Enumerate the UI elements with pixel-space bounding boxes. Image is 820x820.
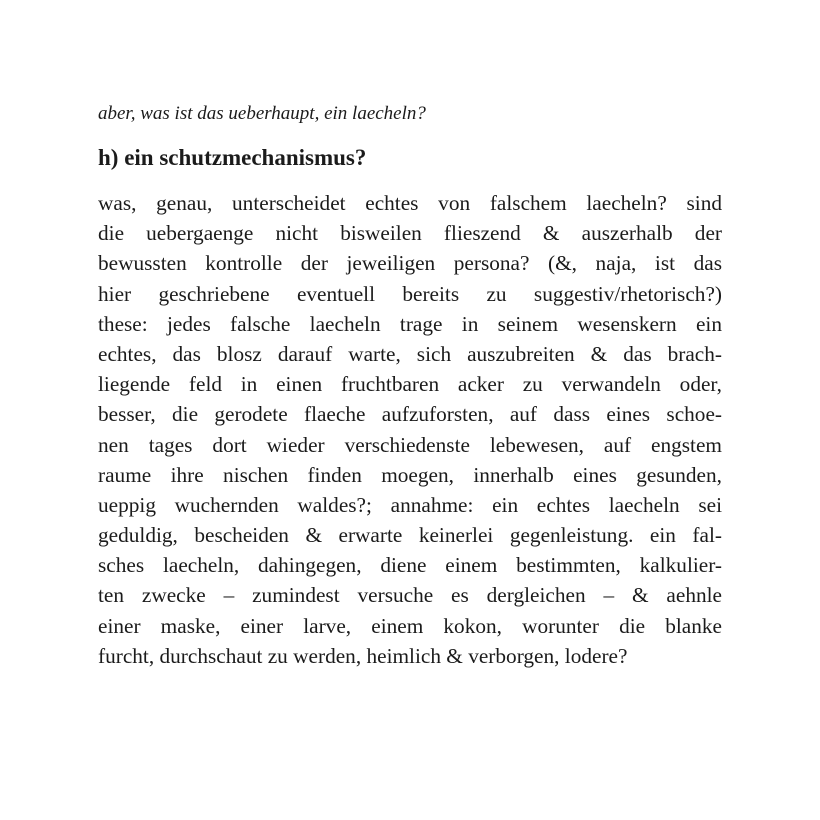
paragraph-line: ten zwecke – zumindest versuche es dergleichen – & aehnle: [98, 583, 722, 608]
paragraph-line: raume ihre nischen finden moegen, innerhalb eines gesunden,: [98, 462, 722, 487]
body-paragraph: [98, 188, 722, 671]
paragraph-line: was, genau, unterscheidet echtes von falschem laecheln? sind: [98, 191, 722, 215]
document-page: [98, 0, 722, 820]
paragraph-line: liegende feld in einen fruchtbaren acker zu verwandeln oder,: [98, 372, 722, 397]
paragraph-line: ueppig wuchernden waldes?; annahme: ein echtes laecheln sei: [98, 492, 722, 517]
paragraph-line: hier geschriebene eventuell bereits zu suggestiv/rhetorisch?): [98, 281, 722, 306]
paragraph-line: nen tages dort wieder verschiedenste lebewesen, auf engstem: [98, 432, 722, 457]
intro-question: aber, was ist das ueberhaupt, ein laecheln?: [98, 103, 426, 124]
paragraph-line: sches laecheln, dahingegen, diene einem bestimmten, kalkulier-: [98, 553, 722, 578]
paragraph-line: einer maske, einer larve, einem kokon, worunter die blanke: [98, 613, 722, 638]
paragraph-line: geduldig, bescheiden & erwarte keinerlei gegenleistung. ein fal-: [98, 523, 722, 548]
paragraph-line: die uebergaenge nicht bisweilen flieszend & auszerhalb der: [98, 221, 722, 246]
paragraph-line: echtes, das blosz darauf warte, sich auszubreiten & das brach-: [98, 341, 722, 366]
paragraph-line: furcht, durchschaut zu werden, heimlich & verborgen, lodere?: [98, 643, 628, 668]
paragraph-line: besser, die gerodete flaeche aufzuforsten, auf dass eines schoe-: [98, 402, 722, 427]
section-heading: h) ein schutzmechanismus?: [98, 145, 367, 170]
paragraph-line: bewussten kontrolle der jeweiligen persona? (&, naja, ist das: [98, 251, 722, 276]
paragraph-line: these: jedes falsche laecheln trage in seinem wesenskern ein: [98, 311, 722, 336]
